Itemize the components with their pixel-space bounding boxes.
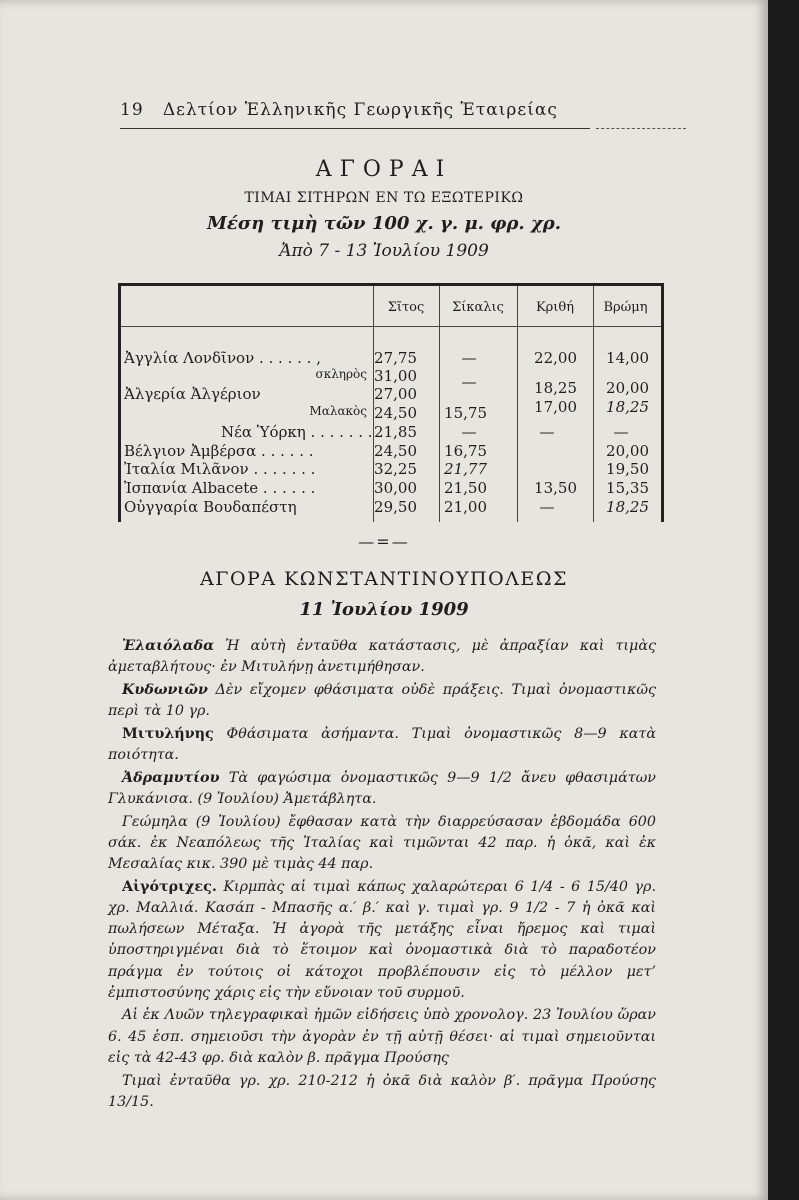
cell-wheat: 24,50 <box>374 404 417 422</box>
paragraph-lead: Ἐλαιόλαδα <box>122 638 215 654</box>
row-label: Ἀγγλία Λονδῖνον . . . . . . , <box>124 349 321 367</box>
header-rule <box>121 326 661 327</box>
paragraph-text: Φθάσιματα ἀσήμαντα. Τιμαὶ ὀνομαστικῶς 8—9 κατὰ ποιότητα. <box>108 725 656 764</box>
paragraph <box>108 724 656 766</box>
price-table <box>118 283 664 522</box>
cell-barley: — <box>539 498 555 516</box>
cell-wheat: 30,00 <box>374 479 417 497</box>
col-header-wheat: Σῖτος <box>387 300 425 315</box>
row-label: Ἀλγερία Ἀλγέριον <box>124 385 261 403</box>
cell-oats: 15,35 <box>606 479 649 497</box>
cell-rye: 21,00 <box>444 498 487 516</box>
cell-oats: 18,25 <box>606 398 649 416</box>
cell-oats: 20,00 <box>606 379 649 397</box>
paragraph-text: Κιρμπὰς αἱ τιμαὶ κάπως χαλαρώτεραι 6 1/4 - 6 15/40 γρ. χρ. Μαλλιά. Κασάπ - Μπασῆς α.′ β.′ καὶ γ. τιμαὶ γρ. 9 1/2 - 7 ἡ ὀκᾶ καὶ πωλήσεων Μέταξα. Ἡ ἀγορὰ τῆς μετάξης εἶναι ἤρεμος καὶ τιμαὶ ὑποστηριγμέναι διὰ τὸ ἕτοιμον καὶ ὀνομαστικὰ διὰ τὸ παραδοτέον πράγμα ἐν τούτοις οἱ κάτοχοι προβλέπουσιν εἰς τὸ μέλλον μετ’ ἐμπιστοσύνης χάρις εἰς τὴν εὔνοιαν τοῦ συρμοῦ. <box>108 878 656 1001</box>
paragraph-text: Τὰ φαγώσιμα ὀνομαστικῶς 9—9 1/2 ἄνευ φθασιμάτων Γλυκάνισα. (9 Ἰουλίου) Ἀμετάβλητα. <box>108 769 656 807</box>
cell-barley: — <box>539 423 555 441</box>
col-header-oats: Βρώμη <box>603 300 648 315</box>
paragraph-text: Αἱ ἐκ Λυῶν τηλεγραφικαὶ ἡμῶν εἰδήσεις ὑπὸ χρονολογ. 23 Ἰουλίου ὥραν 6. 45 ἑσπ. σημειοῦσι τὴν ἀγορὰν ἐν τῇ αὐτῇ θέσει· αἱ τιμαὶ σημειοῦνται εἰς τὰ 42-43 φρ. διὰ καλὸν β. πρᾶγμα Προύσης <box>108 1007 656 1066</box>
cell-wheat: 29,50 <box>374 498 417 516</box>
cell-wheat: 27,75 <box>374 349 417 367</box>
cell-oats: 19,50 <box>606 460 649 478</box>
paragraph-text: Γεώμηλα (9 Ἰουλίου) ἔφθασαν κατὰ τὴν διαρρεύσασαν ἑβδομάδα 600 σάκ. ἐκ Νεαπόλεως τῆς Ἰταλίας καὶ τιμῶνται 42 παρ. ἡ ὀκᾶ, καὶ ἐκ Μεσαλίας κικ. 390 μὲ τιμὰς 44 παρ. <box>108 813 656 873</box>
cell-wheat: 24,50 <box>374 442 417 460</box>
cell-rye: — <box>461 349 477 367</box>
cell-oats: 20,00 <box>606 442 649 460</box>
running-title: Δελτίον Ἑλληνικῆς Γεωργικῆς Ἑταιρείας <box>162 100 558 120</box>
row-label: Βέλγιον Ἀμβέρσα . . . . . . <box>124 442 314 460</box>
cell-barley: 22,00 <box>534 349 577 367</box>
cell-oats: 14,00 <box>606 349 649 367</box>
running-header <box>120 100 580 120</box>
cell-oats: 18,25 <box>606 498 649 516</box>
row-sublabel: Μαλακὸς <box>309 404 367 418</box>
paragraph-text: Ἡ αὐτὴ ἐνταῦθα κατάστασις, μὲ ἀπραξίαν καὶ τιμὰς ἀμεταβλήτους· ἐν Μιτυλήνῃ ἀνετιμήθησαν. <box>108 638 656 676</box>
market-report <box>108 636 656 1114</box>
cell-rye: — <box>461 423 477 441</box>
paragraph <box>108 1005 656 1069</box>
paragraph <box>108 680 656 722</box>
cell-rye: 21,50 <box>444 479 487 497</box>
cell-wheat: 21,85 <box>374 423 417 441</box>
cell-wheat: 31,00 <box>374 367 417 385</box>
paragraph <box>108 877 656 1004</box>
paragraph-lead: Ἀδραμυτίου <box>122 769 220 786</box>
section-divider: —=— <box>358 532 410 551</box>
cell-rye: 21,77 <box>444 460 487 478</box>
cell-rye: — <box>461 373 477 391</box>
paragraph <box>108 1071 656 1113</box>
market-title: ΑΓΟΡΑ ΚΩΝΣΤΑΝΤΙΝΟΥΠΟΛΕΩΣ <box>200 568 568 590</box>
header-dash-rule <box>596 128 686 129</box>
market-date: 11 Ἰουλίου 1909 <box>299 599 469 620</box>
cell-rye: 15,75 <box>444 404 487 422</box>
section-title: ΑΓΟΡΑΙ <box>315 157 453 182</box>
cell-wheat: 32,25 <box>374 460 417 478</box>
row-label: Ἰταλία Μιλᾶνον . . . . . . . <box>124 460 316 478</box>
col-header-barley: Κριθή <box>535 300 575 315</box>
paragraph-lead: Μιτυλήνης <box>122 725 214 742</box>
paragraph-lead: Αἰγότριχες. <box>122 878 217 895</box>
row-label: Νέα Ὑόρκη . . . . . . . <box>221 423 373 441</box>
date-range: Ἀπὸ 7 - 13 Ἰουλίου 1909 <box>279 241 489 261</box>
col-header-rye: Σίκαλις <box>452 300 504 315</box>
cell-wheat: 27,00 <box>374 385 417 403</box>
row-label: Ἱσπανία Albacete . . . . . . <box>124 479 316 497</box>
cell-rye: 16,75 <box>444 442 487 460</box>
cell-oats: — <box>613 423 629 441</box>
cell-barley: 17,00 <box>534 398 577 416</box>
paragraph <box>108 812 656 876</box>
header-rule <box>120 128 590 129</box>
row-label: Οὐγγαρία Βουδαπέστη <box>124 498 297 516</box>
table-subtitle: ΤΙΜΑΙ ΣΙΤΗΡΩΝ ΕΝ ΤΩ ΕΞΩΤΕΡΙΚΩ <box>244 190 524 206</box>
paragraph-text: Δὲν εἴχομεν φθάσιματα οὐδὲ πράξεις. Τιμαὶ ὀνομαστικῶς περὶ τὰ 10 γρ. <box>108 681 656 720</box>
paragraph-text: Τιμαὶ ἐνταῦθα γρ. χρ. 210-212 ἡ ὀκᾶ διὰ καλὸν β′. πρᾶγμα Προύσης 13/15. <box>108 1072 656 1110</box>
row-sublabel: σκληρὸς <box>315 367 367 381</box>
price-note: Μέση τιμὴ τῶν 100 χ. γ. μ. φρ. χρ. <box>206 213 562 234</box>
paragraph <box>108 768 656 810</box>
paragraph <box>108 636 656 678</box>
cell-barley: 13,50 <box>534 479 577 497</box>
paragraph-lead: Κυδωνιῶν <box>122 681 208 698</box>
cell-barley: 18,25 <box>534 379 577 397</box>
page-number: 19 <box>120 100 144 120</box>
